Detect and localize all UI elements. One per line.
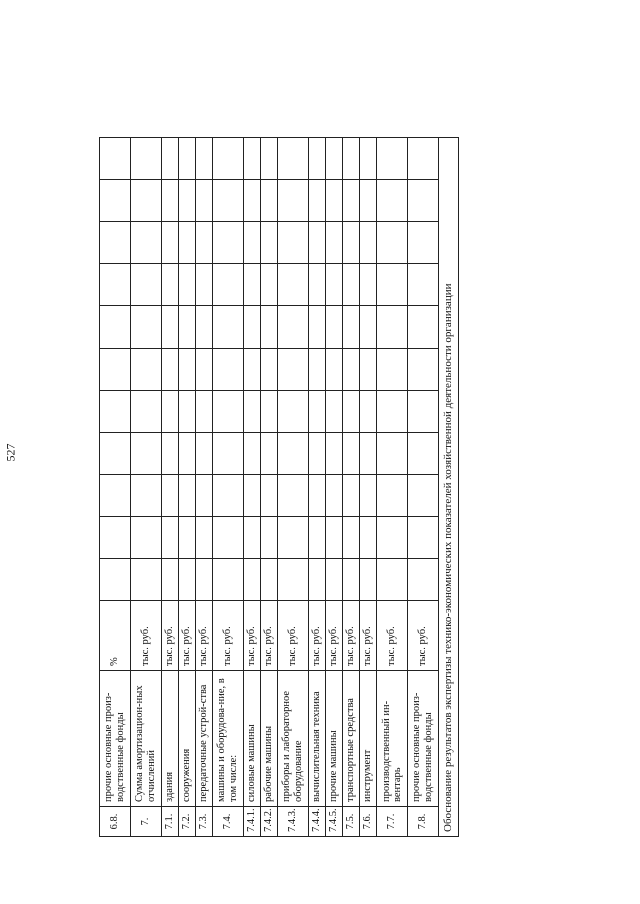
empty-cell [342, 264, 359, 306]
empty-cell [277, 474, 308, 516]
empty-cell [360, 138, 377, 180]
empty-cell [212, 432, 243, 474]
empty-cell [308, 516, 325, 558]
empty-cell [277, 558, 308, 600]
page-number [0, 0, 22, 904]
page-number-text: 527 [3, 443, 18, 461]
row-name-cell: рабочие машины [260, 671, 277, 807]
empty-cell [161, 390, 178, 432]
empty-cell [260, 432, 277, 474]
empty-cell [408, 558, 439, 600]
row-number-cell: 7.7. [377, 807, 408, 837]
empty-cell [195, 432, 212, 474]
row-unit-cell: тыс. руб. [195, 601, 212, 671]
empty-cell [100, 432, 131, 474]
row-number-cell: 7.8. [408, 807, 439, 837]
empty-cell [325, 474, 342, 516]
empty-cell [130, 306, 161, 348]
empty-cell [130, 558, 161, 600]
table-row [308, 138, 325, 837]
empty-cell [178, 306, 195, 348]
empty-cell [243, 138, 260, 180]
empty-cell [195, 264, 212, 306]
empty-cell [408, 180, 439, 222]
row-unit-cell: % [100, 601, 131, 671]
empty-cell [195, 348, 212, 390]
empty-cell [408, 264, 439, 306]
empty-cell [212, 180, 243, 222]
row-number-cell: 7.6. [360, 807, 377, 837]
empty-cell [178, 222, 195, 264]
empty-cell [161, 516, 178, 558]
empty-cell [308, 264, 325, 306]
empty-cell [212, 516, 243, 558]
table-row [100, 138, 131, 837]
footer-row [438, 138, 458, 837]
empty-cell [212, 264, 243, 306]
empty-cell [360, 306, 377, 348]
empty-cell [100, 222, 131, 264]
empty-cell [342, 306, 359, 348]
empty-cell [308, 432, 325, 474]
empty-cell [342, 558, 359, 600]
empty-cell [360, 474, 377, 516]
empty-cell [325, 558, 342, 600]
row-unit-cell: тыс. руб. [161, 601, 178, 671]
empty-cell [260, 516, 277, 558]
empty-cell [260, 222, 277, 264]
empty-cell [195, 138, 212, 180]
empty-cell [360, 390, 377, 432]
empty-cell [100, 474, 131, 516]
empty-cell [325, 180, 342, 222]
row-unit-cell: тыс. руб. [212, 601, 243, 671]
empty-cell [212, 474, 243, 516]
empty-cell [130, 474, 161, 516]
empty-cell [130, 264, 161, 306]
row-unit-cell: тыс. руб. [377, 601, 408, 671]
empty-cell [212, 390, 243, 432]
empty-cell [130, 138, 161, 180]
empty-cell [325, 432, 342, 474]
empty-cell [260, 390, 277, 432]
empty-cell [195, 390, 212, 432]
row-name-cell: прочие основные произ-водственные фонды [408, 671, 439, 807]
empty-cell [325, 306, 342, 348]
empty-cell [308, 138, 325, 180]
empty-cell [178, 432, 195, 474]
empty-cell [342, 138, 359, 180]
empty-cell [377, 348, 408, 390]
empty-cell [377, 516, 408, 558]
row-name-cell: здания [161, 671, 178, 807]
empty-cell [178, 348, 195, 390]
row-unit-cell: тыс. руб. [178, 601, 195, 671]
row-unit-cell: тыс. руб. [408, 601, 439, 671]
empty-cell [325, 222, 342, 264]
empty-cell [342, 474, 359, 516]
row-unit-cell: тыс. руб. [243, 601, 260, 671]
empty-cell [277, 138, 308, 180]
row-name-cell: Сумма амортизацион-ных отчислений [130, 671, 161, 807]
empty-cell [277, 306, 308, 348]
empty-cell [130, 516, 161, 558]
empty-cell [408, 390, 439, 432]
empty-cell [100, 138, 131, 180]
empty-cell [161, 222, 178, 264]
table-row [325, 138, 342, 837]
empty-cell [260, 558, 277, 600]
empty-cell [161, 264, 178, 306]
empty-cell [243, 390, 260, 432]
empty-cell [342, 180, 359, 222]
empty-cell [243, 474, 260, 516]
empty-cell [408, 348, 439, 390]
empty-cell [161, 180, 178, 222]
table-row [277, 138, 308, 837]
empty-cell [260, 474, 277, 516]
empty-cell [408, 138, 439, 180]
empty-cell [342, 348, 359, 390]
table-row [161, 138, 178, 837]
empty-cell [195, 180, 212, 222]
row-name-cell: прочие основные произ-водственные фонды [100, 671, 131, 807]
empty-cell [360, 516, 377, 558]
table-row [408, 138, 439, 837]
empty-cell [360, 180, 377, 222]
indicators-table [99, 137, 459, 837]
row-unit-cell: тыс. руб. [308, 601, 325, 671]
empty-cell [100, 558, 131, 600]
empty-cell [260, 306, 277, 348]
empty-cell [360, 558, 377, 600]
row-number-cell: 7.4.1. [243, 807, 260, 837]
empty-cell [308, 558, 325, 600]
empty-cell [277, 222, 308, 264]
empty-cell [100, 516, 131, 558]
empty-cell [178, 264, 195, 306]
empty-cell [408, 222, 439, 264]
row-name-cell: передаточные устрой-ства [195, 671, 212, 807]
row-number-cell: 7.2. [178, 807, 195, 837]
table-row [212, 138, 243, 837]
empty-cell [260, 138, 277, 180]
empty-cell [212, 222, 243, 264]
empty-cell [161, 474, 178, 516]
empty-cell [308, 348, 325, 390]
row-name-cell: сооружения [178, 671, 195, 807]
empty-cell [408, 474, 439, 516]
empty-cell [342, 222, 359, 264]
empty-cell [212, 558, 243, 600]
empty-cell [195, 306, 212, 348]
empty-cell [277, 348, 308, 390]
empty-cell [377, 390, 408, 432]
empty-cell [260, 180, 277, 222]
row-name-cell: силовые машины [243, 671, 260, 807]
empty-cell [308, 474, 325, 516]
empty-cell [161, 558, 178, 600]
empty-cell [325, 516, 342, 558]
empty-cell [130, 432, 161, 474]
table-body [100, 138, 459, 837]
empty-cell [243, 558, 260, 600]
table-row [360, 138, 377, 837]
row-number-cell: 6.8. [100, 807, 131, 837]
empty-cell [308, 180, 325, 222]
empty-cell [100, 264, 131, 306]
empty-cell [377, 558, 408, 600]
empty-cell [325, 390, 342, 432]
empty-cell [408, 432, 439, 474]
footer-text: Обоснование результатов экспертизы технико-экономических показателей хозяйственной деятельности организации [438, 138, 458, 837]
empty-cell [243, 306, 260, 348]
empty-cell [178, 474, 195, 516]
empty-cell [342, 432, 359, 474]
table-row [195, 138, 212, 837]
table-row [377, 138, 408, 837]
row-number-cell: 7.4.3. [277, 807, 308, 837]
empty-cell [277, 432, 308, 474]
empty-cell [100, 180, 131, 222]
empty-cell [178, 180, 195, 222]
row-number-cell: 7.4.2. [260, 807, 277, 837]
empty-cell [212, 306, 243, 348]
empty-cell [408, 306, 439, 348]
empty-cell [342, 516, 359, 558]
empty-cell [377, 474, 408, 516]
empty-cell [130, 348, 161, 390]
row-number-cell: 7.4.4. [308, 807, 325, 837]
empty-cell [195, 516, 212, 558]
empty-cell [325, 348, 342, 390]
row-name-cell: производственный ин-вентарь [377, 671, 408, 807]
row-name-cell: транспортные средства [342, 671, 359, 807]
empty-cell [325, 264, 342, 306]
empty-cell [308, 222, 325, 264]
empty-cell [178, 390, 195, 432]
empty-cell [161, 348, 178, 390]
table-row [178, 138, 195, 837]
row-number-cell: 7.4.5. [325, 807, 342, 837]
row-name-cell: машины и оборудова-ние, в том числе: [212, 671, 243, 807]
row-unit-cell: тыс. руб. [360, 601, 377, 671]
empty-cell [178, 516, 195, 558]
table-row [130, 138, 161, 837]
empty-cell [325, 138, 342, 180]
empty-cell [195, 474, 212, 516]
table-row [260, 138, 277, 837]
empty-cell [277, 264, 308, 306]
empty-cell [308, 390, 325, 432]
rotated-table-sheet [99, 137, 459, 837]
empty-cell [100, 348, 131, 390]
empty-cell [130, 222, 161, 264]
empty-cell [178, 558, 195, 600]
empty-cell [243, 432, 260, 474]
table-row [342, 138, 359, 837]
empty-cell [277, 516, 308, 558]
empty-cell [377, 222, 408, 264]
row-name-cell: прочие машины [325, 671, 342, 807]
empty-cell [260, 348, 277, 390]
empty-cell [243, 264, 260, 306]
empty-cell [243, 180, 260, 222]
empty-cell [195, 558, 212, 600]
empty-cell [161, 138, 178, 180]
row-number-cell: 7.5. [342, 807, 359, 837]
row-unit-cell: тыс. руб. [342, 601, 359, 671]
empty-cell [260, 264, 277, 306]
empty-cell [277, 390, 308, 432]
empty-cell [377, 138, 408, 180]
row-number-cell: 7.1. [161, 807, 178, 837]
empty-cell [308, 306, 325, 348]
empty-cell [360, 222, 377, 264]
row-number-cell: 7. [130, 807, 161, 837]
empty-cell [100, 390, 131, 432]
empty-cell [212, 138, 243, 180]
empty-cell [161, 306, 178, 348]
row-name-cell: вычислительная техника [308, 671, 325, 807]
empty-cell [377, 306, 408, 348]
empty-cell [360, 432, 377, 474]
row-unit-cell: тыс. руб. [130, 601, 161, 671]
empty-cell [130, 390, 161, 432]
empty-cell [377, 264, 408, 306]
empty-cell [408, 516, 439, 558]
table-row [243, 138, 260, 837]
empty-cell [243, 348, 260, 390]
row-unit-cell: тыс. руб. [260, 601, 277, 671]
row-name-cell: инструмент [360, 671, 377, 807]
row-number-cell: 7.4. [212, 807, 243, 837]
empty-cell [360, 264, 377, 306]
empty-cell [130, 180, 161, 222]
empty-cell [277, 180, 308, 222]
empty-cell [178, 138, 195, 180]
empty-cell [342, 390, 359, 432]
empty-cell [212, 348, 243, 390]
row-name-cell: приборы и лабораторное оборудование [277, 671, 308, 807]
empty-cell [195, 222, 212, 264]
empty-cell [161, 432, 178, 474]
row-unit-cell: тыс. руб. [325, 601, 342, 671]
empty-cell [243, 222, 260, 264]
empty-cell [100, 306, 131, 348]
row-unit-cell: тыс. руб. [277, 601, 308, 671]
empty-cell [377, 432, 408, 474]
row-number-cell: 7.3. [195, 807, 212, 837]
empty-cell [360, 348, 377, 390]
empty-cell [377, 180, 408, 222]
empty-cell [243, 516, 260, 558]
